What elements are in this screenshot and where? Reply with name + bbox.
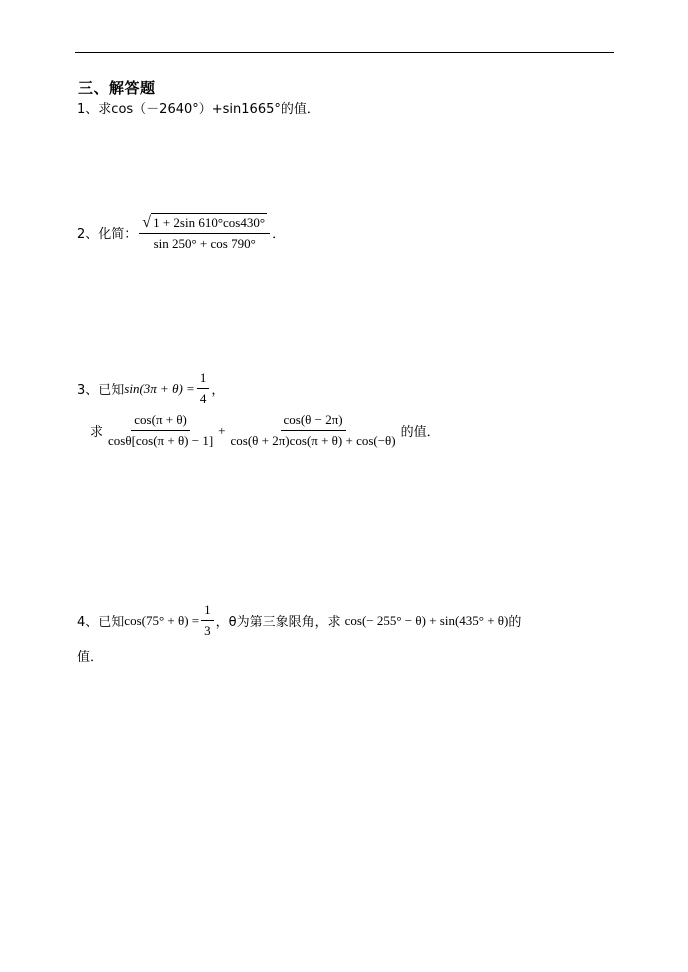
question-4-given-fraction (201, 602, 214, 639)
question-3-fraction-2 (228, 412, 399, 449)
question-3-fraction-2-numerator: cos(θ − 2π) (281, 412, 346, 431)
question-4-condition: θ为第三象限角，求 (228, 615, 341, 630)
question-4-comma: ， (215, 615, 229, 630)
question-2-suffix: ． (272, 227, 286, 242)
sqrt (142, 213, 267, 231)
question-4-given-prefix: 已知 (98, 615, 125, 630)
question-2-numerator (139, 213, 270, 234)
question-1-suffix: 的值． (280, 102, 320, 117)
question-4-expression: cos(− 255° − θ) + sin(435° + θ) (344, 612, 509, 628)
section-title: 三、解答题 (78, 79, 156, 97)
question-3-given-numerator: 1 (197, 370, 210, 389)
question-1-expression: cos（－2640°）+sin1665° (111, 102, 281, 117)
header-rule (75, 52, 614, 53)
question-2-fraction (139, 213, 270, 252)
question-4-suffix: 的 (508, 615, 522, 630)
question-4-given-lhs: cos(75° + θ) = (124, 612, 200, 628)
question-3-given (77, 370, 224, 407)
question-1-number: 1、 (77, 102, 99, 117)
question-2 (77, 213, 285, 252)
question-4-line-2: 值． (77, 650, 104, 665)
question-2-number: 2、 (77, 227, 99, 242)
question-3-given-prefix: 已知 (98, 383, 125, 398)
question-3-fraction-1 (105, 412, 216, 449)
question-3-given-suffix: ， (211, 383, 225, 398)
question-3-fraction-1-numerator: cos(π + θ) (131, 412, 190, 431)
sqrt-sign: √ (142, 214, 152, 231)
question-2-denominator: sin 250° + cos 790° (153, 236, 256, 251)
question-4 (77, 602, 521, 639)
question-3-given-lhs: sin(3π + θ) = (124, 380, 195, 396)
question-3-number: 3、 (77, 383, 99, 398)
question-1 (77, 98, 320, 117)
question-4-given-numerator: 1 (201, 602, 214, 621)
question-3-given-denominator: 4 (199, 391, 207, 406)
plus-sign: + (218, 422, 226, 438)
question-3-fraction-1-denominator: cosθ[cos(π + θ) − 1] (108, 433, 214, 448)
question-2-prefix: 化简： (98, 227, 138, 242)
question-3-ask-suffix: 的值． (400, 425, 440, 440)
question-3-given-fraction (197, 370, 210, 407)
sqrt-content: 1 + 2sin 610°cos430° (153, 215, 266, 230)
question-4-number: 4、 (77, 615, 99, 630)
question-4-continued (77, 646, 103, 665)
question-4-given-denominator: 3 (204, 623, 211, 638)
question-3-ask (90, 412, 440, 449)
question-3-ask-prefix: 求 (90, 425, 104, 440)
question-1-prefix: 求 (98, 102, 112, 117)
question-3-fraction-2-denominator: cos(θ + 2π)cos(π + θ) + cos(−θ) (230, 433, 396, 448)
